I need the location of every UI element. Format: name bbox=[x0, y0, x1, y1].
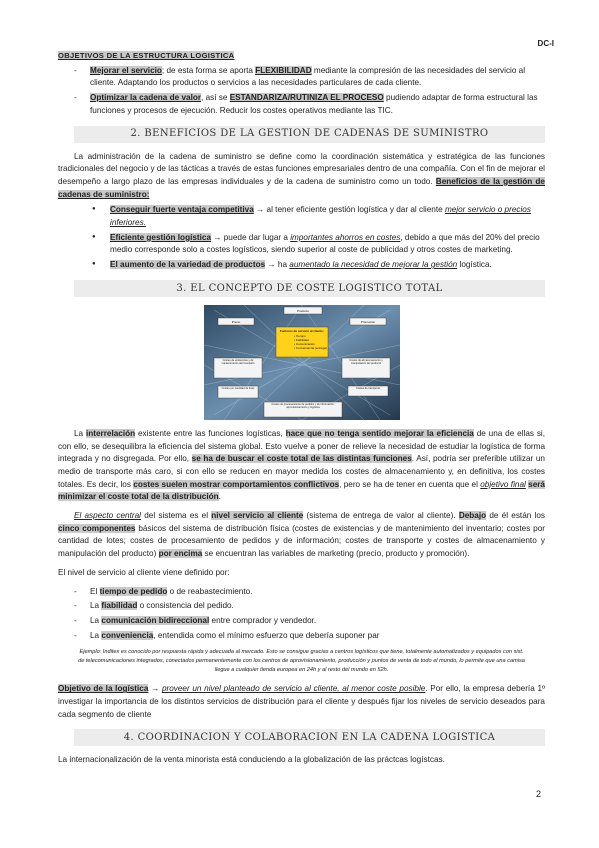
beneficio-item bbox=[58, 232, 545, 257]
label-center-item: • Comunicación bbox=[293, 341, 315, 346]
coste-logistico-diagram bbox=[204, 305, 400, 420]
objetivo-lead: Mejorar el servicio bbox=[90, 65, 162, 75]
bold-text: interrelación bbox=[85, 428, 136, 438]
objetivo-text: , así se bbox=[201, 93, 230, 103]
nivel-servicio-item bbox=[58, 586, 545, 599]
objetivo-text: pudiendo adaptar de forma estructural las funciones y procesos de ejecución. Reducir los costes operativos mediante las TIC. bbox=[90, 93, 538, 115]
objetivo-text: mediante la compresión de las necesidades del servicio al cliente. Adaptando los productos o servicios a las necesidades particulares de cada cliente. bbox=[90, 65, 526, 88]
bold-text: por encima bbox=[158, 549, 203, 559]
nivel-servicio-item bbox=[58, 630, 545, 643]
objetivos-block bbox=[58, 50, 545, 118]
text: existente entre las funciones logísticas, bbox=[135, 428, 286, 438]
label-promocion: Promoción bbox=[360, 319, 375, 324]
beneficio-italic: aumentado la necesidad de mejorar la gestión bbox=[289, 260, 458, 270]
section-3-heading: 3. EL CONCEPTO DE COSTE LOGISTICO TOTAL bbox=[74, 280, 545, 297]
bold-text: nivel servicio al cliente bbox=[211, 511, 304, 521]
beneficio-lead: Eficiente gestión logística bbox=[110, 232, 212, 242]
text: La bbox=[74, 428, 86, 438]
bold-text: será minimizar el coste total de la distribución bbox=[58, 479, 545, 502]
italic-text: proveer un nivel planteado de servicio al cliente, al menor coste posible bbox=[161, 684, 426, 694]
interrelacion-paragraph bbox=[58, 428, 545, 504]
beneficio-text: → puede dar lugar a bbox=[211, 232, 291, 242]
section-4-paragraph: La internacionalización de la venta minorista está conduciendo a la globalización de las práctcas logístcas. bbox=[58, 755, 445, 765]
nivel-servicio-intro: El nivel de servicio al cliente viene definido por: bbox=[58, 567, 230, 577]
bold-text: Objetivo de la logística bbox=[58, 684, 149, 694]
label-procesamiento: Costes de procesamiento de pedidos y de información: aprovisionamiento y logística bbox=[270, 402, 335, 409]
beneficio-text: → ha bbox=[265, 260, 290, 270]
objetivo-item bbox=[58, 65, 545, 90]
bold-text: tiempo de pedido bbox=[99, 586, 168, 596]
text: básicos del sistema de distribución física (costes de existencias y de mantenimiento del inventario; costes por cantidad de lotes; costes de procesamiento de pedidos y de información; costes de transporte y costes de almacenamiento y manipulación del producto) bbox=[58, 523, 545, 559]
text: se encuentran las variables de marketing (precio, producto y promoción). bbox=[202, 549, 470, 559]
label-center-item: • Fiabilidad bbox=[293, 337, 309, 342]
text: (sistema de entrega de valor al cliente). bbox=[303, 511, 459, 521]
inditex-example: Ejemplo: Inditex es conocido por respuesta rápida y adecuada al mercado. Esto se consigue gracias a centros logísticos que tiene, totalmente automatizados y equipados con sist. de telecomunicaciones integrados, conectados permanentemente con los centros de aprovisionamiento, producción y puntos de venta de todo el mundo, lo permite que una camisa llegue a cualquier tienda europea en 24h y al resto del mundo en 52h. bbox=[78, 649, 525, 674]
italic-text: El aspecto central bbox=[74, 511, 141, 521]
label-existencias: Costes de existencias y de mantenimiento del inventario bbox=[220, 358, 255, 365]
bold-text: Debajo bbox=[458, 511, 487, 521]
objetivo-text: ; de esta forma se aporta bbox=[161, 65, 256, 75]
text: entre comprador y vendedor. bbox=[209, 615, 317, 625]
beneficio-item bbox=[58, 204, 545, 229]
text: o consistencia del pedido. bbox=[137, 601, 234, 611]
page-body bbox=[58, 50, 545, 773]
bold-text: costes suelen mostrar comportamientos conflictivos bbox=[133, 479, 340, 489]
label-center-item: • Conveniencia (entrega) bbox=[293, 345, 327, 350]
bold-text: conveniencia bbox=[101, 630, 154, 640]
section-4-heading: 4. COORDINACION Y COLABORACION EN LA CADENA LOGISTICA bbox=[74, 729, 545, 746]
text: de él están los bbox=[486, 511, 545, 521]
objetivo-key: ESTANDARIZA/RUTINIZA EL PROCESO bbox=[229, 93, 384, 103]
label-transporte: Costes de transporte bbox=[355, 386, 380, 390]
text: . Así, podría ser preferible utilizar un medio de transporte más caro, si con ello se reducen en mayor medida los costes de almacenamiento y, en definitiva, los costes totales. Es decir, los bbox=[58, 454, 545, 489]
text: El bbox=[90, 586, 100, 596]
aspecto-central-paragraph bbox=[58, 510, 545, 561]
text: o de reabastecimiento. bbox=[167, 586, 253, 596]
objetivo-key: FLEXIBILIDAD bbox=[255, 65, 312, 75]
bold-text: fiabilidad bbox=[101, 601, 138, 611]
label-center-item: • Tiempo bbox=[293, 333, 306, 338]
text: de una de ellas si, con ello, se desequilibra la eficiencia del sistema global. Esto vuelve a poner de relieve la necesidad de estudiar la logística de forma integrada y no disgregada. Por ello, bbox=[58, 428, 546, 464]
objetivo-lead: Optimizar la cadena de valor bbox=[90, 93, 202, 103]
nivel-servicio-item bbox=[58, 600, 545, 613]
text: La bbox=[90, 601, 102, 611]
text: . bbox=[218, 492, 221, 502]
objetivos-list bbox=[58, 65, 545, 118]
beneficio-text: logística. bbox=[457, 260, 492, 270]
bold-text: se ha de buscar el coste total de las distintas funciones bbox=[191, 454, 412, 464]
beneficio-italic: importantes ahorros en costes bbox=[290, 232, 401, 242]
text: La bbox=[90, 615, 102, 625]
text: del sistema es el bbox=[140, 511, 212, 521]
beneficio-text: , debido a que más del 20% del precio medio corresponde solo a costes logísticos, siendo superior al coste de publicidad y otros costes de marketing. bbox=[110, 232, 540, 255]
label-lotes: Costes por cantidad de lotes bbox=[221, 386, 254, 390]
beneficio-italic: mejor servicio o precios inferiores. bbox=[110, 205, 531, 228]
beneficio-lead: El aumento de la variedad de productos bbox=[110, 260, 266, 270]
label-almacenamiento: Costes de almacenamiento y manipulación del producto bbox=[348, 358, 383, 365]
beneficio-item bbox=[58, 259, 545, 272]
bold-text: hace que no tenga sentido mejorar la eficiencia bbox=[285, 428, 474, 438]
objetivo-logistica-paragraph bbox=[58, 683, 545, 721]
bold-text: comunicación bidireccional bbox=[101, 615, 210, 625]
text: La bbox=[90, 630, 102, 640]
text: , pero se ha de tener en cuenta que el bbox=[339, 479, 481, 489]
text: → bbox=[148, 684, 162, 694]
section-2-heading: 2. BENEFICIOS DE LA GESTION DE CADENAS DE SUMINISTRO bbox=[74, 126, 545, 143]
intro-text: La administración de la cadena de suministro se define como la coordinación sistemática y estratégica de las funciones tradicionales del negocio y de las tácticas a través de estas funciones empresariales dentro de una compañía. Con el fin de mejorar el desempeño a largo plazo de las empresas individuales y de la cadena de suministro como un todo. bbox=[58, 151, 545, 186]
italic-text: objetivo final bbox=[480, 479, 526, 489]
label-precio: Precio bbox=[231, 319, 240, 324]
intro-bold: Beneficios de la gestión de cadenas de suministro: bbox=[58, 176, 545, 199]
label-producto: Producto bbox=[296, 308, 309, 313]
document-header: DC-I bbox=[537, 39, 554, 48]
objetivo-item bbox=[58, 92, 545, 117]
bold-text: cinco componentes bbox=[58, 523, 136, 533]
beneficio-text: → al tener eficiente gestión logística y dar al cliente bbox=[253, 205, 445, 215]
text: . Por ello, la empresa debería 1º investigar la importancia de los distintos servicios de distribución para el cliente y después fijar los niveles de servicio deseados para cada segmento de cliente bbox=[58, 684, 545, 719]
beneficios-list bbox=[58, 204, 545, 272]
beneficio-lead: Conseguir fuerte ventaja competitiva bbox=[110, 205, 254, 215]
nivel-servicio-item bbox=[58, 615, 545, 628]
objetivos-title: OBJETIVOS DE LA ESTRUCTURA LOGISTICA bbox=[58, 51, 235, 60]
nivel-servicio-list bbox=[58, 586, 545, 643]
label-center-title: Factores de servicio al cliente: bbox=[279, 328, 324, 333]
section-2-intro bbox=[58, 151, 545, 202]
text: , entendida como el mínimo esfuerzo que debería suponer par bbox=[153, 630, 380, 640]
page-number: 2 bbox=[535, 789, 541, 799]
